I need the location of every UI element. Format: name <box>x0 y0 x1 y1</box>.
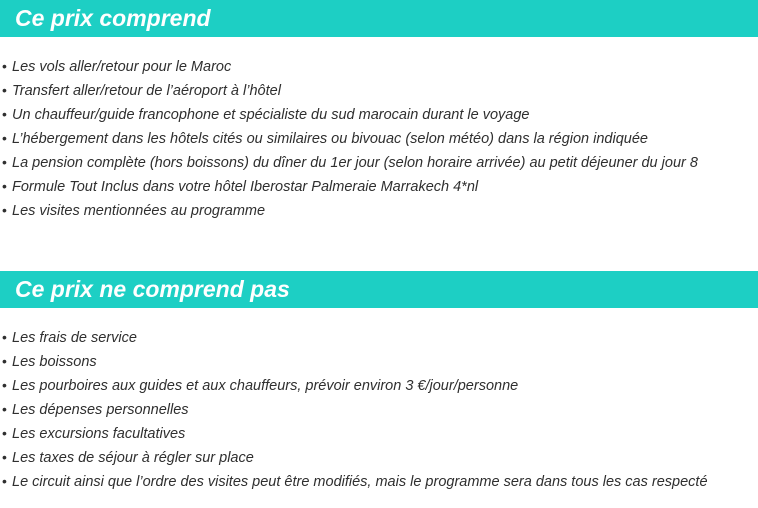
bullet-icon: • <box>2 377 7 393</box>
list-item-text: Les excursions facultatives <box>12 426 186 442</box>
bullet-icon: • <box>2 58 7 74</box>
bullet-icon: • <box>2 401 7 417</box>
bullet-icon: • <box>2 106 7 122</box>
bullet-icon: • <box>2 449 7 465</box>
included-section <box>0 0 758 222</box>
list-item <box>0 102 758 126</box>
list-item <box>0 325 758 349</box>
bullet-icon: • <box>2 473 7 489</box>
list-item <box>0 150 758 174</box>
list-item <box>0 78 758 102</box>
excluded-title: Ce prix ne comprend pas <box>0 271 758 308</box>
included-title: Ce prix comprend <box>0 0 758 37</box>
list-item <box>0 54 758 78</box>
list-item-text: Les boissons <box>12 354 97 370</box>
list-item <box>0 198 758 222</box>
bullet-icon: • <box>2 202 7 218</box>
bullet-icon: • <box>2 329 7 345</box>
list-item-text: Les pourboires aux guides et aux chauffeurs, prévoir environ 3 €/jour/personne <box>12 378 519 394</box>
list-item-text: Les vols aller/retour pour le Maroc <box>12 59 232 75</box>
list-item-text: Les taxes de séjour à régler sur place <box>12 450 254 466</box>
list-item <box>0 126 758 150</box>
list-item <box>0 421 758 445</box>
list-item-text: Les frais de service <box>12 330 137 346</box>
list-item-text: Formule Tout Inclus dans votre hôtel Iberostar Palmeraie Marrakech 4*nl <box>12 179 479 195</box>
list-item <box>0 397 758 421</box>
bullet-icon: • <box>2 353 7 369</box>
list-item-text: L’hébergement dans les hôtels cités ou similaires ou bivouac (selon météo) dans la région indiquée <box>12 131 648 147</box>
list-item <box>0 174 758 198</box>
list-item <box>0 445 758 469</box>
excluded-section <box>0 271 758 493</box>
excluded-list <box>0 325 758 493</box>
bullet-icon: • <box>2 425 7 441</box>
list-item-text: Les dépenses personnelles <box>12 402 189 418</box>
bullet-icon: • <box>2 154 7 170</box>
bullet-icon: • <box>2 130 7 146</box>
list-item-text: Le circuit ainsi que l’ordre des visites peut être modifiés, mais le programme sera dans tous les cas respecté <box>12 474 708 490</box>
list-item <box>0 349 758 373</box>
list-item <box>0 373 758 397</box>
list-item-text: La pension complète (hors boissons) du dîner du 1er jour (selon horaire arrivée) au petit déjeuner du jour 8 <box>12 155 698 171</box>
list-item-text: Les visites mentionnées au programme <box>12 203 266 219</box>
list-item-text: Transfert aller/retour de l’aéroport à l’hôtel <box>12 83 281 99</box>
bullet-icon: • <box>2 82 7 98</box>
included-list <box>0 54 758 222</box>
bullet-icon: • <box>2 178 7 194</box>
list-item-text: Un chauffeur/guide francophone et spécialiste du sud marocain durant le voyage <box>12 107 530 123</box>
list-item <box>0 469 758 493</box>
